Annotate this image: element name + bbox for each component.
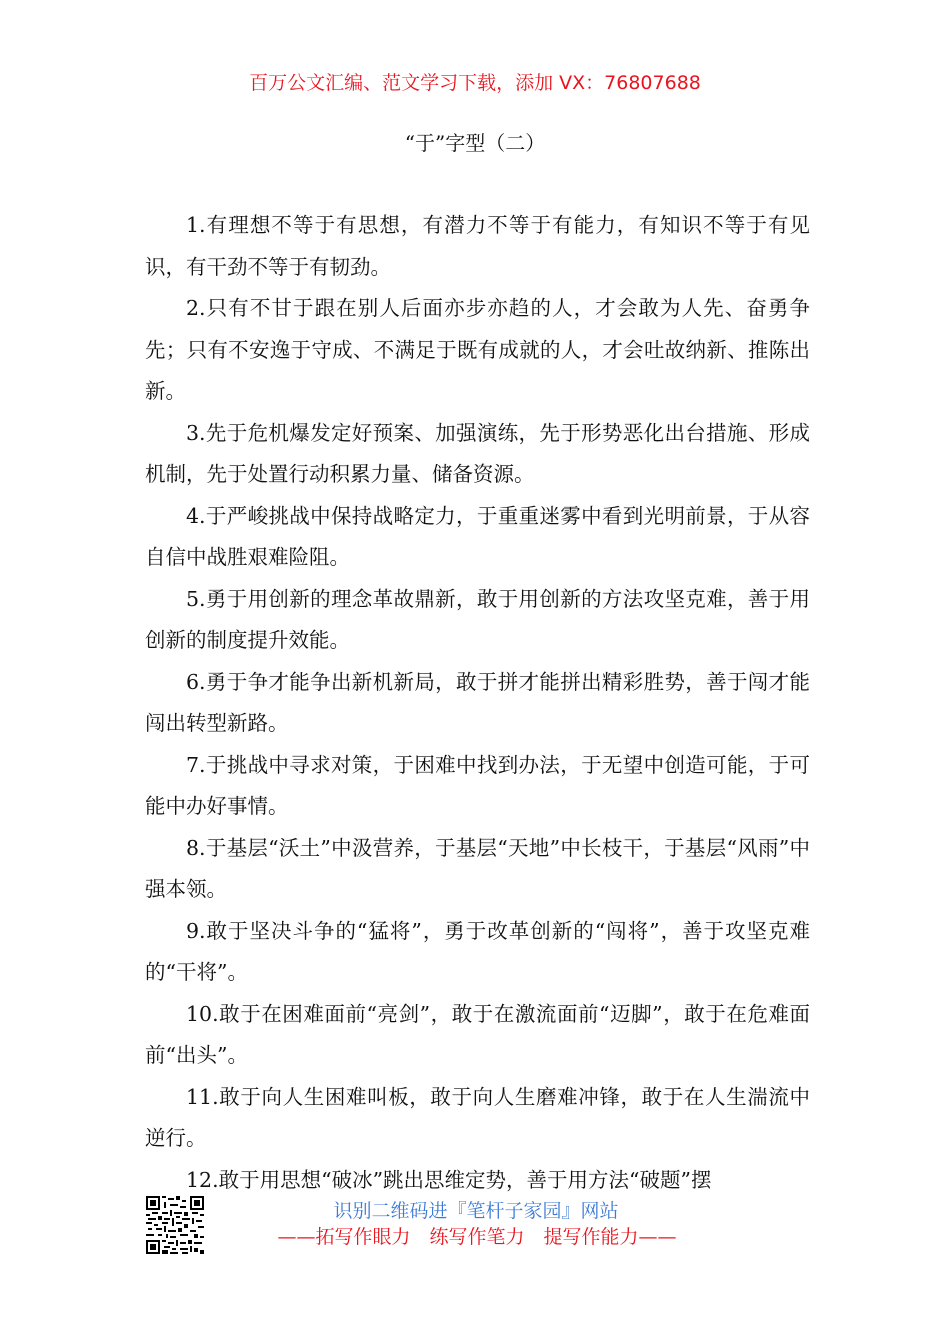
- paragraph-10: 10.敢于在困难面前“亮剑”，敢于在激流面前“迈脚”，敢于在危难面前“出头”。: [145, 1001, 810, 1067]
- paragraph-3: 3.先于危机爆发定好预案、加强演练，先于形势恶化出台措施、形成机制，先于处置行动积累力量、储备资源。: [145, 420, 810, 486]
- promo-header: 百万公文汇编、范文学习下载，添加 VX：76807688: [249, 72, 701, 94]
- paragraph-9: 9.敢于坚决斗争的“猛将”，勇于改革创新的“闯将”，善于攻坚克难的“干将”。: [145, 918, 810, 984]
- paragraph-6: 6.勇于争才能争出新机新局，敢于拼才能拼出精彩胜势，善于闯才能闯出转型新路。: [145, 669, 810, 735]
- paragraph-7: 7.于挑战中寻求对策，于困难中找到办法，于无望中创造可能，于可能中办好事情。: [145, 752, 810, 818]
- paragraph-2: 2.只有不甘于跟在别人后面亦步亦趋的人，才会敢为人先、奋勇争先；只有不安逸于守成、不满足于既有成就的人，才会吐故纳新、推陈出新。: [145, 296, 810, 403]
- footer-slogan-line: ——拓写作眼力 练写作笔力 提写作能力——: [277, 1226, 677, 1248]
- document-title: “于”字型（二）: [404, 131, 546, 155]
- paragraph-4: 4.于严峻挑战中保持战略定力，于重重迷雾中看到光明前景，于从容自信中战胜艰难险阻。: [145, 503, 810, 569]
- paragraph-12: 12.敢于用思想“破冰”跳出思维定势，善于用方法“破题”摆: [186, 1167, 712, 1192]
- paragraph-8: 8.于基层“沃土”中汲营养，于基层“天地”中长枝干，于基层“风雨”中强本领。: [145, 835, 810, 901]
- paragraph-5: 5.勇于用创新的理念革故鼎新，敢于用创新的方法攻坚克难，善于用创新的制度提升效能。: [145, 586, 810, 652]
- qr-code-icon[interactable]: [146, 1196, 204, 1254]
- document-body: [145, 205, 810, 1201]
- paragraph-1: 1.有理想不等于有思想，有潜力不等于有能力，有知识不等于有见识，有干劲不等于有韧劲。: [145, 213, 810, 279]
- footer-website-line: 识别二维码进『笔杆子家园』网站: [333, 1200, 619, 1222]
- paragraph-11: 11.敢于向人生困难叫板，敢于向人生磨难冲锋，敢于在人生湍流中逆行。: [145, 1084, 810, 1150]
